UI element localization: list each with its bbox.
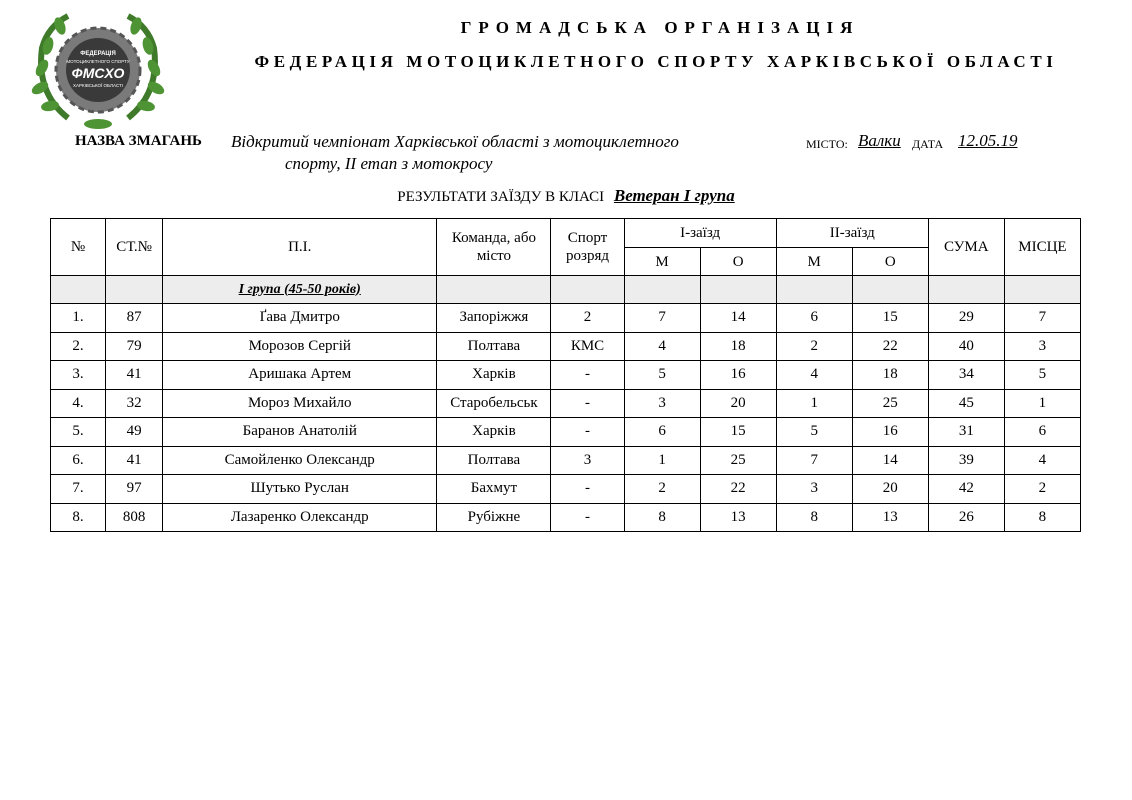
- row-rank: 2: [551, 304, 624, 333]
- row-name: Мороз Михайло: [163, 389, 437, 418]
- row-sum: 42: [928, 475, 1004, 504]
- header-race2-m: М: [776, 248, 852, 276]
- city-label: МІСТО:: [806, 137, 848, 151]
- row-race1-m: 4: [624, 332, 700, 361]
- row-rank: КМС: [551, 332, 624, 361]
- row-no: 2.: [51, 332, 106, 361]
- table-row: [51, 361, 1081, 390]
- row-race1-m: 1: [624, 446, 700, 475]
- date-label: ДАТА: [912, 137, 944, 151]
- row-race1-m: 6: [624, 418, 700, 447]
- row-race2-m: 8: [776, 503, 852, 532]
- table-row: [51, 304, 1081, 333]
- row-race2-o: 14: [852, 446, 928, 475]
- row-rank: -: [551, 361, 624, 390]
- competition-name-line1: Відкритий чемпіонат Харківської області з мотоциклетного: [231, 132, 679, 151]
- logo-abbr: ФМСХО: [71, 65, 125, 81]
- row-name: Морозов Сергій: [163, 332, 437, 361]
- header-no: №: [51, 219, 106, 276]
- row-rank: -: [551, 389, 624, 418]
- row-team: Харків: [437, 361, 551, 390]
- row-place: 6: [1004, 418, 1080, 447]
- competition-name: [231, 131, 751, 175]
- row-race1-m: 8: [624, 503, 700, 532]
- group-row: [51, 276, 1081, 304]
- row-sum: 29: [928, 304, 1004, 333]
- header-race1-o: О: [700, 248, 776, 276]
- row-race1-o: 15: [700, 418, 776, 447]
- date-value: 12.05.19: [958, 131, 1018, 150]
- row-race2-o: 18: [852, 361, 928, 390]
- table-row: [51, 332, 1081, 361]
- row-sum: 26: [928, 503, 1004, 532]
- row-name: Самойленко Олександр: [163, 446, 437, 475]
- org-title-line1: ГРОМАДСЬКА ОРГАНІЗАЦІЯ: [460, 18, 860, 37]
- row-no: 3.: [51, 361, 106, 390]
- row-race1-m: 3: [624, 389, 700, 418]
- row-race2-m: 6: [776, 304, 852, 333]
- results-class: Ветеран І група: [613, 186, 735, 205]
- row-no: 1.: [51, 304, 106, 333]
- row-start-no: 97: [106, 475, 163, 504]
- row-start-no: 41: [106, 446, 163, 475]
- row-sum: 45: [928, 389, 1004, 418]
- row-team: Старобельськ: [437, 389, 551, 418]
- row-race1-o: 22: [700, 475, 776, 504]
- row-sum: 34: [928, 361, 1004, 390]
- row-sum: 39: [928, 446, 1004, 475]
- group-label: І група (45-50 років): [163, 276, 437, 304]
- row-place: 4: [1004, 446, 1080, 475]
- row-start-no: 808: [106, 503, 163, 532]
- row-race2-o: 16: [852, 418, 928, 447]
- row-sum: 31: [928, 418, 1004, 447]
- row-name: Лазаренко Олександр: [163, 503, 437, 532]
- results-table: [50, 218, 1081, 532]
- row-start-no: 41: [106, 361, 163, 390]
- row-name: Баранов Анатолій: [163, 418, 437, 447]
- row-race1-m: 5: [624, 361, 700, 390]
- row-no: 7.: [51, 475, 106, 504]
- row-place: 7: [1004, 304, 1080, 333]
- row-rank: -: [551, 503, 624, 532]
- row-race2-o: 15: [852, 304, 928, 333]
- header-race1-m: М: [624, 248, 700, 276]
- header-race2-o: О: [852, 248, 928, 276]
- row-start-no: 32: [106, 389, 163, 418]
- header-sum: СУМА: [928, 219, 1004, 276]
- row-race2-m: 2: [776, 332, 852, 361]
- row-team: Бахмут: [437, 475, 551, 504]
- competition-name-line2: спорту, ІІ етап з мотокросу: [285, 154, 493, 173]
- competition-name-label: НАЗВА ЗМАГАНЬ: [75, 133, 202, 149]
- row-start-no: 79: [106, 332, 163, 361]
- results-rows: [51, 304, 1081, 532]
- row-race2-m: 3: [776, 475, 852, 504]
- row-team: Запоріжжя: [437, 304, 551, 333]
- row-rank: -: [551, 475, 624, 504]
- results-title-label: РЕЗУЛЬТАТИ ЗАЇЗДУ В КЛАСІ: [397, 189, 605, 205]
- logo-line1: ФЕДЕРАЦІЯ: [80, 51, 116, 57]
- header-name: П.І.: [163, 219, 437, 276]
- results-title: [0, 186, 1132, 206]
- row-race1-o: 14: [700, 304, 776, 333]
- table-row: [51, 446, 1081, 475]
- row-race1-o: 16: [700, 361, 776, 390]
- row-race2-o: 25: [852, 389, 928, 418]
- row-no: 8.: [51, 503, 106, 532]
- row-race1-m: 2: [624, 475, 700, 504]
- logo-line3: ХАРКІВСЬКОЇ ОБЛАСТІ: [73, 83, 123, 88]
- table-row: [51, 418, 1081, 447]
- row-race1-o: 20: [700, 389, 776, 418]
- header-team: Команда, або місто: [437, 219, 551, 276]
- header-start-no: СТ.№: [106, 219, 163, 276]
- row-race2-o: 20: [852, 475, 928, 504]
- row-race1-o: 13: [700, 503, 776, 532]
- row-place: 8: [1004, 503, 1080, 532]
- row-race1-m: 7: [624, 304, 700, 333]
- row-race2-m: 1: [776, 389, 852, 418]
- table-row: [51, 389, 1081, 418]
- row-place: 3: [1004, 332, 1080, 361]
- row-race2-m: 5: [776, 418, 852, 447]
- logo-line2: МОТОЦИКЛЕТНОГО СПОРТУ: [66, 59, 130, 64]
- row-race2-m: 7: [776, 446, 852, 475]
- row-name: Аришака Артем: [163, 361, 437, 390]
- row-place: 2: [1004, 475, 1080, 504]
- table-row: [51, 503, 1081, 532]
- federation-logo: [28, 8, 168, 132]
- header-place: МІСЦЕ: [1004, 219, 1080, 276]
- row-race2-m: 4: [776, 361, 852, 390]
- row-rank: 3: [551, 446, 624, 475]
- row-no: 5.: [51, 418, 106, 447]
- row-sum: 40: [928, 332, 1004, 361]
- row-race2-o: 13: [852, 503, 928, 532]
- row-team: Рубіжне: [437, 503, 551, 532]
- row-race1-o: 18: [700, 332, 776, 361]
- row-no: 4.: [51, 389, 106, 418]
- row-name: Шутько Руслан: [163, 475, 437, 504]
- table-row: [51, 475, 1081, 504]
- row-race2-o: 22: [852, 332, 928, 361]
- row-team: Харків: [437, 418, 551, 447]
- row-name: Ґава Дмитро: [163, 304, 437, 333]
- org-title-line2: ФЕДЕРАЦІЯ МОТОЦИКЛЕТНОГО СПОРТУ ХАРКІВСЬКОЇ ОБЛАСТІ: [254, 52, 1058, 71]
- row-start-no: 49: [106, 418, 163, 447]
- row-start-no: 87: [106, 304, 163, 333]
- row-place: 1: [1004, 389, 1080, 418]
- city-value: Валки: [858, 131, 901, 150]
- row-no: 6.: [51, 446, 106, 475]
- row-race1-o: 25: [700, 446, 776, 475]
- row-team: Полтава: [437, 332, 551, 361]
- header-race2: ІІ-заїзд: [776, 219, 928, 248]
- header-race1: І-заїзд: [624, 219, 776, 248]
- row-team: Полтава: [437, 446, 551, 475]
- row-place: 5: [1004, 361, 1080, 390]
- row-rank: -: [551, 418, 624, 447]
- header-rank: Спорт розряд: [551, 219, 624, 276]
